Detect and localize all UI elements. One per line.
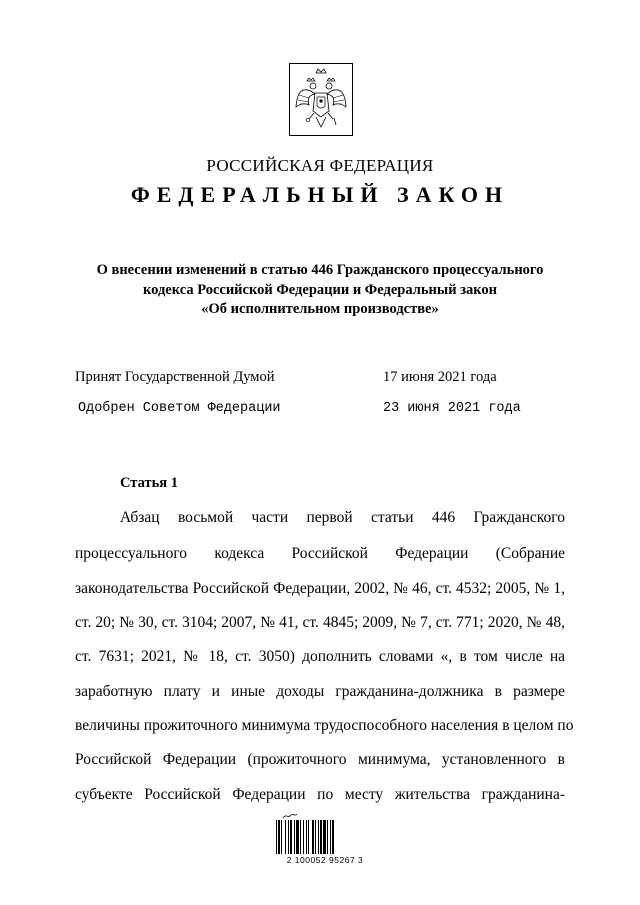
article-text-line: законодательства Российской Федерации, 2002, № 46, ст. 4532; 2005, № 1, <box>75 580 565 597</box>
article-text-line: заработную плату и иные доходы гражданина-должника в размере <box>75 683 565 700</box>
article-text-line: субъекте Российской Федерации по месту жительства гражданина- <box>75 786 565 803</box>
article-text-line: ст. 20; № 30, ст. 3104; 2007, № 41, ст. 4845; 2009, № 7, ст. 771; 2020, № 48, <box>75 614 565 631</box>
law-title-line: О внесении изменений в статью 446 Гражданского процессуального <box>96 262 544 278</box>
council-approval-label: Одобрен Советом Федерации <box>78 401 281 416</box>
law-title-line: кодекса Российской Федерации и Федеральный закон <box>142 282 498 298</box>
article-text-line: ст. 7631; 2021, № 18, ст. 3050) дополнить словами «, в том числе на <box>75 648 565 665</box>
barcode-digits: 2 100052 95267 3 <box>286 855 364 865</box>
duma-adoption-date: 17 июня 2021 года <box>383 369 497 385</box>
article-text-line: Российской Федерации (прожиточного минимума, установленного в <box>75 751 565 768</box>
law-title-line: «Об исполнительном производстве» <box>201 301 439 317</box>
barcode <box>276 820 362 854</box>
duma-adoption-label: Принят Государственной Думой <box>75 369 275 385</box>
council-approval-date: 23 июня 2021 года <box>383 401 521 416</box>
article-text-line: процессуального кодекса Российской Федерации (Собрание <box>75 545 565 562</box>
coat-of-arms-emblem <box>289 63 353 136</box>
country-heading: РОССИЙСКАЯ ФЕДЕРАЦИЯ <box>206 156 434 175</box>
article-text-line: Абзац восьмой части первой статьи 446 Гражданского <box>120 509 565 526</box>
law-type-heading: ФЕДЕРАЛЬНЫЙ ЗАКОН <box>130 182 510 207</box>
signature-mark <box>282 812 298 820</box>
article-text-line: величины прожиточного минимума трудоспособного населения в целом по <box>75 717 574 734</box>
article-heading: Статья 1 <box>120 475 178 491</box>
